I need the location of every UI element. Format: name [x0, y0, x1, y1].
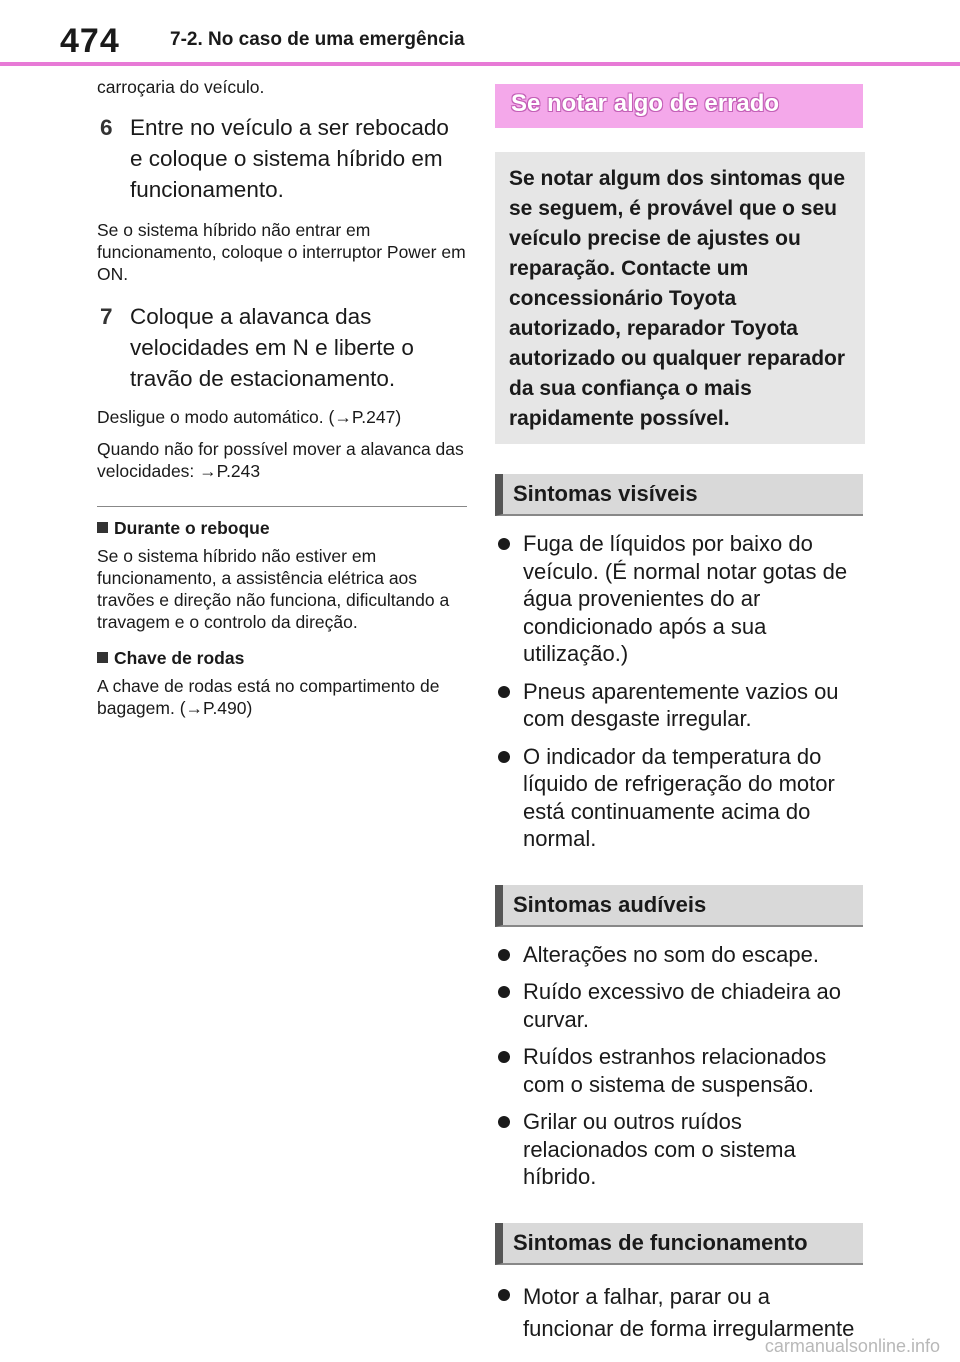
step-6-note: Se o sistema híbrido não entrar em funcionamento, coloque o interruptor Power em ON.	[97, 220, 466, 284]
wrench-text: A chave de rodas está no compartimento de bagagem. (→P.490)	[97, 676, 440, 718]
section-heading: Se notar algo de errado	[495, 84, 863, 128]
step-7	[97, 301, 467, 394]
section-title: 7-2. No caso de uma emergência	[170, 29, 465, 50]
subhead-wrench	[97, 647, 467, 669]
heading-audible-symptoms: Sintomas audíveis	[495, 885, 863, 927]
divider	[97, 506, 467, 507]
list-item: Fuga de líquidos por baixo do veículo. (É normal notar gotas de água provenientes do ar condicionado após a sua utilização.)	[495, 530, 865, 668]
header-rule	[0, 62, 960, 66]
watermark: carmanualsonline.info	[764, 1336, 940, 1356]
list-item: Ruído excessivo de chiadeira ao curvar.	[495, 978, 865, 1033]
list-item: Motor a falhar, parar ou a funcionar de forma irregularmente	[495, 1281, 865, 1345]
square-bullet-icon	[97, 652, 108, 663]
note-gear-lever: Quando não for possível mover a alavanca das velocidades: →P.243	[97, 439, 464, 481]
intro-text: carroçaria do veículo.	[97, 77, 265, 97]
list-item: O indicador da temperatura do líquido de refrigeração do motor está continuamente acima do normal.	[495, 743, 865, 853]
step-text: Coloque a alavanca das velocidades em N e liberte o travão de estacionamento.	[130, 304, 414, 391]
audible-symptoms-list	[495, 941, 865, 1191]
list-item: Alterações no som do escape.	[495, 941, 865, 969]
heading-operation-symptoms: Sintomas de funcionamento	[495, 1223, 863, 1265]
list-item: Pneus aparentemente vazios ou com desgaste irregular.	[495, 678, 865, 733]
list-item: Grilar ou outros ruídos relacionados com o sistema híbrido.	[495, 1108, 865, 1191]
visible-symptoms-list	[495, 530, 865, 853]
heading-visible-symptoms: Sintomas visíveis	[495, 474, 863, 516]
page-header	[0, 0, 960, 68]
warning-box: Se notar algum dos sintomas que se seguem, é provável que o seu veículo precise de ajustes ou reparação. Contacte um concessionário Toyota autorizado, reparador Toyota autorizado ou qualquer reparador da sua confiança o mais rapidamente possível.	[495, 152, 865, 444]
note-auto-mode: Desligue o modo automático. (→P.247)	[97, 407, 402, 427]
step-6	[97, 112, 467, 205]
step-text: Entre no veículo a ser rebocado e coloque o sistema híbrido em funcionamento.	[130, 115, 449, 202]
subhead-towing	[97, 517, 467, 539]
operation-symptoms-list	[495, 1281, 865, 1345]
step-number: 6	[100, 115, 113, 140]
left-column	[97, 76, 467, 729]
subhead-label: Chave de rodas	[114, 648, 245, 668]
towing-text: Se o sistema híbrido não estiver em funcionamento, a assistência elétrica aos travões e direção não funciona, dificultando a travagem e o controlo da direção.	[97, 546, 450, 632]
square-bullet-icon	[97, 522, 108, 533]
subhead-label: Durante o reboque	[114, 518, 270, 538]
step-number: 7	[100, 304, 113, 329]
right-column	[495, 84, 865, 1355]
list-item: Ruídos estranhos relacionados com o sistema de suspensão.	[495, 1043, 865, 1098]
page-number: 474	[60, 22, 120, 60]
